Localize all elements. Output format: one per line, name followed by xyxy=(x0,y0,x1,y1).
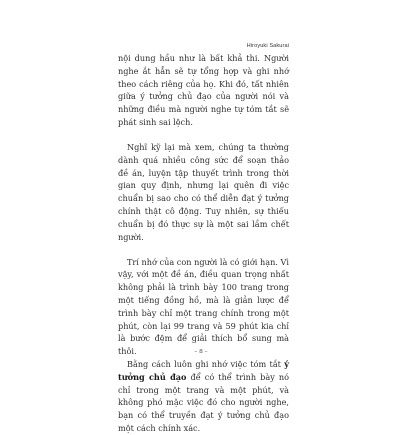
paragraph-text: Nghĩ kỹ lại mà xem, chúng ta thường dành quá nhiều công sức để soạn thảo đề án, luyện tập thuyết trình trong thời gian quy định, nhưng lại quên đi việc chuẩn bị sao cho có thể diễn đạt ý tưởng chính thật cô động. Tuy nhiên, sự thiếu chuẩn bị đó thực sự là một sai lầm chết người. xyxy=(118,141,289,242)
paragraph-text: để có thể trình bày nó chỉ trong một trang và một phút, và không phó mặc việc đó cho người nghe, bạn có thể truyền đạt ý tưởng chủ đạo một cách chính xác. xyxy=(118,371,289,433)
body-text xyxy=(118,52,289,435)
emphasis-text: ý tưởng chủ đạo xyxy=(118,358,289,382)
running-header-author: Hiroyuki Sakurai xyxy=(246,43,289,49)
page-number: – 8 – xyxy=(194,349,208,355)
paragraph-text: nội dung hầu như là bất khả thi. Người nghe ắt hẳn sẽ tự tổng hợp và ghi nhớ theo cách riêng của họ. Khi đó, tất nhiên giữa ý tưởng chủ đạo của người nói và những điều mà người nghe tự tóm tắt sẽ phát sinh sai lệch. xyxy=(118,53,289,127)
paragraph-1 xyxy=(118,52,289,129)
paragraph-3 xyxy=(118,256,289,358)
paragraph-text: Trí nhớ của con người là có giới hạn. Vì vậy, với một đề án, điều quan trọng nhất không phải là trình bày 100 trang trong một tiếng đồng hồ, mà là giản lược để trình bày chỉ một trang chính trong một phút, còn lại 99 trang và 59 phút kia chỉ là bước đệm để giải thích bổ sung mà thôi. xyxy=(118,256,289,357)
paragraph-4 xyxy=(118,358,289,435)
paragraph-2 xyxy=(118,141,289,243)
paragraph-text: Bằng cách luôn ghi nhớ việc tóm tắt xyxy=(127,358,285,369)
